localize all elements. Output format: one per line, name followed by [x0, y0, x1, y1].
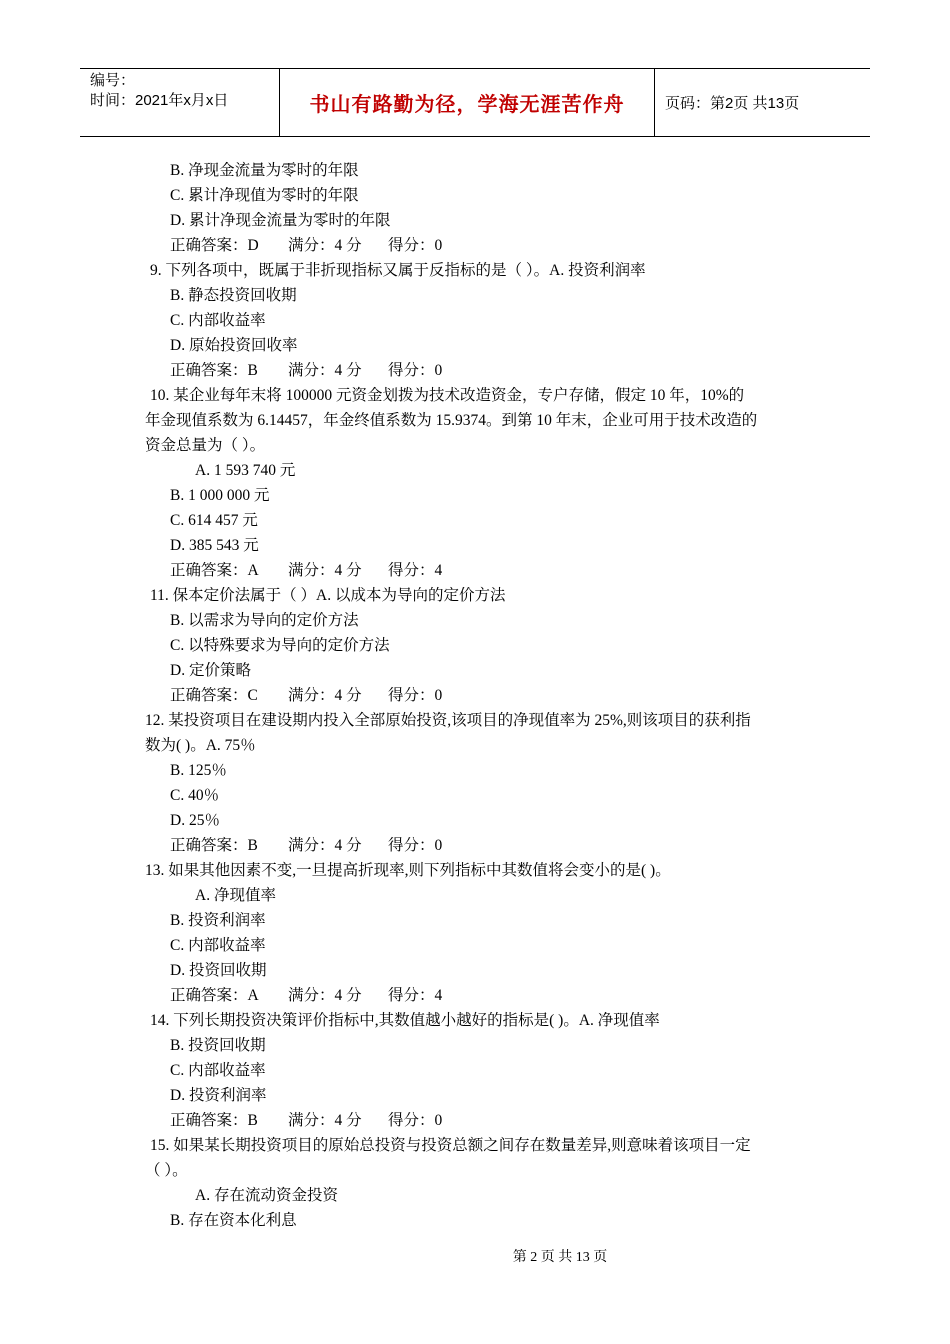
question-line: 资金总量为（ ）。 — [145, 437, 266, 454]
option-line: B. 1 000 000 元 — [170, 487, 270, 504]
time-label: 时间：2021年x月x日 — [90, 92, 229, 109]
motto: 书山有路勤为径，学海无涯苦作舟 — [309, 94, 625, 116]
answer-answer: 正确答案：C — [170, 687, 258, 704]
option-line: C. 以特殊要求为导向的定价方法 — [170, 637, 390, 654]
footer-page-number: 第 2 页 共 13 页 — [512, 1250, 608, 1265]
answer-score: 得分：0 — [388, 1112, 443, 1129]
answer-line — [145, 833, 815, 858]
option-line: D. 投资利润率 — [170, 1087, 267, 1104]
option-line: A. 存在流动资金投资 — [195, 1187, 338, 1204]
answer-full: 满分：4 分 — [288, 562, 362, 579]
option-line: D. 385 543 元 — [170, 537, 259, 554]
page-label: 页码：第2页 共13页 — [665, 95, 800, 112]
option-line: D. 25％ — [170, 812, 220, 829]
answer-score: 得分：0 — [388, 837, 443, 854]
option-line: B. 投资利润率 — [170, 912, 266, 929]
option-line: A. 1 593 740 元 — [195, 462, 296, 479]
option-line: C. 内部收益率 — [170, 1062, 266, 1079]
answer-line — [145, 558, 815, 583]
answer-full: 满分：4 分 — [288, 1112, 362, 1129]
option-line: B. 净现金流量为零时的年限 — [170, 162, 359, 179]
option-line: B. 以需求为导向的定价方法 — [170, 612, 359, 629]
option-line: B. 投资回收期 — [170, 1037, 266, 1054]
option-line: C. 40％ — [170, 787, 220, 804]
answer-answer: 正确答案：B — [170, 362, 258, 379]
option-line: B. 静态投资回收期 — [170, 287, 297, 304]
answer-line — [145, 233, 815, 258]
option-line: D. 累计净现金流量为零时的年限 — [170, 212, 391, 229]
answer-score: 得分：0 — [388, 687, 443, 704]
option-line: C. 内部收益率 — [170, 937, 266, 954]
question-line: 数为( )。A. 75％ — [145, 737, 256, 754]
answer-line — [145, 983, 815, 1008]
answer-full: 满分：4 分 — [288, 987, 362, 1004]
question-line: 14. 下列长期投资决策评价指标中,其数值越小越好的指标是( )。A. 净现值率 — [150, 1012, 660, 1029]
answer-score: 得分：4 — [388, 562, 443, 579]
option-line: C. 614 457 元 — [170, 512, 258, 529]
answer-answer: 正确答案：A — [170, 987, 259, 1004]
header-motto-cell — [280, 69, 655, 136]
answer-full: 满分：4 分 — [288, 362, 362, 379]
header-left-cell — [80, 69, 280, 136]
answer-score: 得分：0 — [388, 362, 443, 379]
question-line: 11. 保本定价法属于（ ）A. 以成本为导向的定价方法 — [150, 587, 506, 604]
question-line: 10. 某企业每年末将 100000 元资金划拨为技术改造资金，专户存储，假定 10 年，10%的 — [150, 387, 745, 404]
option-line: A. 净现值率 — [195, 887, 276, 904]
answer-score: 得分：0 — [388, 237, 443, 254]
question-line: 13. 如果其他因素不变,一旦提高折现率,则下列指标中其数值将会变小的是( )。 — [145, 862, 671, 879]
question-line: 15. 如果某长期投资项目的原始总投资与投资总额之间存在数量差异,则意味着该项目一定 — [150, 1137, 751, 1154]
answer-full: 满分：4 分 — [288, 837, 362, 854]
answer-answer: 正确答案：B — [170, 837, 258, 854]
option-line: C. 累计净现值为零时的年限 — [170, 187, 359, 204]
number-label: 编号： — [90, 72, 136, 89]
document-body — [145, 158, 815, 1233]
question-line: 12. 某投资项目在建设期内投入全部原始投资,该项目的净现值率为 25%,则该项目的获利指 — [145, 712, 751, 729]
answer-score: 得分：4 — [388, 987, 443, 1004]
answer-line — [145, 683, 815, 708]
answer-answer: 正确答案：B — [170, 1112, 258, 1129]
question-line: （ ）。 — [145, 1162, 188, 1179]
option-line: D. 定价策略 — [170, 662, 251, 679]
option-line: D. 原始投资回收率 — [170, 337, 298, 354]
option-line: B. 存在资本化利息 — [170, 1212, 297, 1229]
option-line: B. 125％ — [170, 762, 227, 779]
question-line: 9. 下列各项中，既属于非折现指标又属于反指标的是（ ）。A. 投资利润率 — [150, 262, 646, 279]
page-footer — [0, 1246, 950, 1266]
answer-line — [145, 358, 815, 383]
header-page-cell — [655, 69, 870, 136]
answer-answer: 正确答案：D — [170, 237, 259, 254]
answer-answer: 正确答案：A — [170, 562, 259, 579]
question-line: 年金现值系数为 6.14457，年金终值系数为 15.9374。到第 10 年末，企业可用于技术改造的 — [145, 412, 758, 429]
answer-full: 满分：4 分 — [288, 237, 362, 254]
answer-line — [145, 1108, 815, 1133]
option-line: C. 内部收益率 — [170, 312, 266, 329]
answer-full: 满分：4 分 — [288, 687, 362, 704]
page-header — [80, 68, 870, 137]
option-line: D. 投资回收期 — [170, 962, 267, 979]
